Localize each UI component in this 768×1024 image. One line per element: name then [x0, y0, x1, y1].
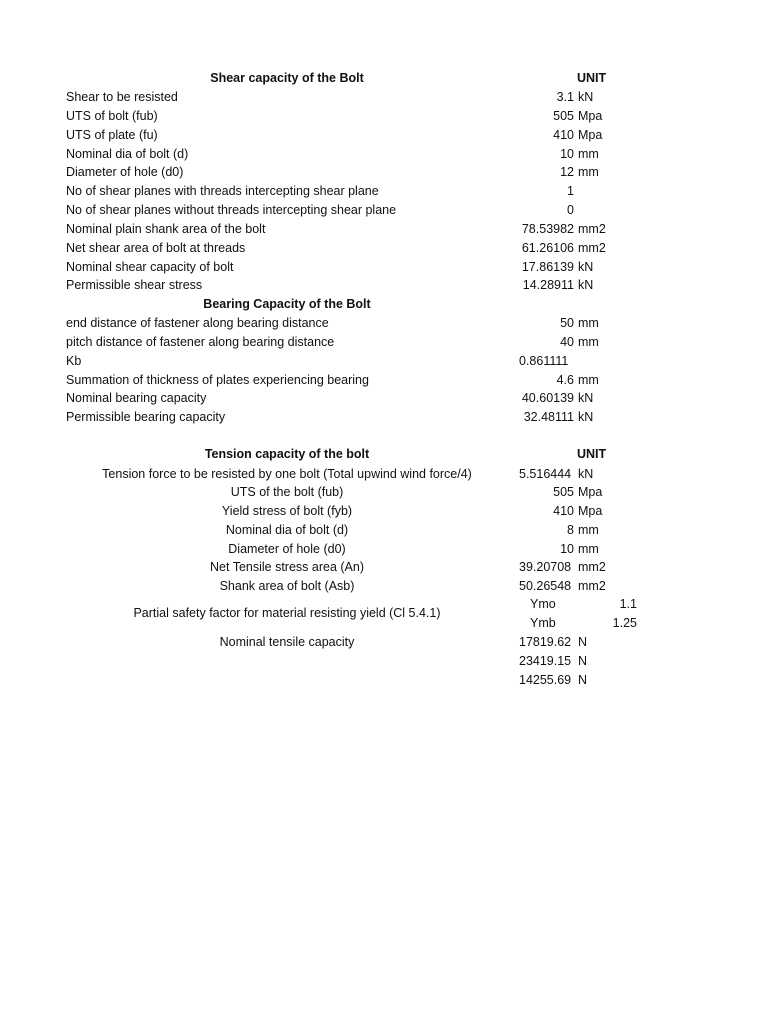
table-row — [0, 352, 768, 371]
row-unit: Mpa — [578, 109, 603, 123]
table-row — [0, 558, 768, 577]
row-label: UTS of bolt (fub) — [66, 109, 158, 123]
table-row — [0, 163, 768, 182]
table-row — [0, 502, 768, 521]
row-value: 5.516444 — [519, 467, 572, 481]
table-row — [0, 239, 768, 258]
row-unit: kN — [578, 410, 594, 424]
row-value: 40.60139 — [521, 391, 574, 405]
row-label: Nominal plain shank area of the bolt — [66, 222, 266, 236]
bearing-header-row — [0, 295, 768, 314]
row-value: 410 — [553, 128, 574, 142]
row-value: 8 — [567, 523, 574, 537]
row-label: Nominal bearing capacity — [66, 391, 207, 405]
unit-column-header: UNIT — [577, 71, 607, 85]
row-value: 50.26548 — [519, 579, 572, 593]
row-value: 12 — [560, 165, 574, 179]
tension-section-title: Tension capacity of the bolt — [204, 447, 370, 461]
table-row — [0, 88, 768, 107]
row-label: Summation of thickness of plates experiencing bearing — [66, 373, 369, 387]
row-unit: mm — [578, 147, 599, 161]
table-row — [0, 258, 768, 277]
table-row — [0, 671, 768, 690]
row-unit: mm2 — [578, 222, 606, 236]
row-value: 505 — [553, 109, 574, 123]
shear-header-row — [0, 69, 768, 88]
row-label: Nominal dia of bolt (d) — [66, 147, 189, 161]
tension-header-row — [0, 445, 768, 464]
row-value: 4.6 — [556, 373, 574, 387]
row-label: Yield stress of bolt (fyb) — [221, 504, 353, 518]
row-value: 0.861111 — [519, 354, 569, 368]
row-value: 14255.69 — [519, 673, 572, 687]
row-value: 410 — [553, 504, 574, 518]
table-row — [0, 577, 768, 596]
table-row — [0, 465, 768, 484]
row-value: 61.26106 — [521, 241, 574, 255]
table-row — [0, 408, 768, 427]
row-value: 14.28911 — [522, 278, 574, 292]
row-label: Nominal dia of bolt (d) — [225, 523, 349, 537]
row-unit: mm2 — [578, 560, 606, 574]
row-unit: mm2 — [578, 579, 606, 593]
row-label: Net shear area of bolt at threads — [66, 241, 246, 255]
table-row — [0, 126, 768, 145]
row-label: Diameter of hole (d0) — [228, 542, 346, 556]
row-unit: mm — [578, 523, 599, 537]
row-unit: N — [578, 673, 588, 687]
table-row — [0, 483, 768, 502]
row-unit: kN — [578, 278, 594, 292]
gamma-mb-label: Ymb — [530, 616, 556, 630]
row-label: Permissible shear stress — [66, 278, 203, 292]
row-value: 10 — [560, 542, 574, 556]
row-label: Nominal shear capacity of bolt — [66, 260, 234, 274]
row-value: 23419.15 — [519, 654, 572, 668]
row-value: 50 — [560, 316, 574, 330]
row-unit: mm — [578, 165, 599, 179]
row-unit: mm — [578, 335, 599, 349]
row-unit: kN — [578, 260, 594, 274]
row-unit: N — [578, 635, 588, 649]
row-value: 39.20708 — [519, 560, 572, 574]
row-value: 505 — [553, 485, 574, 499]
row-unit: Mpa — [578, 128, 603, 142]
row-value: 40 — [560, 335, 574, 349]
row-label: No of shear planes with threads intercepting shear plane — [66, 184, 379, 198]
unit-column-header: UNIT — [577, 447, 607, 461]
gamma-mo-label: Ymo — [530, 597, 556, 611]
safety-factor-label: Partial safety factor for material resisting yield (Cl 5.4.1) — [133, 606, 441, 620]
table-row — [0, 276, 768, 295]
table-row — [0, 652, 768, 671]
row-label: Kb — [66, 354, 82, 368]
row-value: 17.86139 — [521, 260, 574, 274]
row-label: Tension force to be resisted by one bolt (Total upwind wind force/4) — [102, 467, 472, 481]
table-row — [0, 540, 768, 559]
row-label: UTS of plate (fu) — [66, 128, 158, 142]
row-label: Net Tensile stress area (An) — [210, 560, 364, 574]
row-label: end distance of fastener along bearing distance — [66, 316, 329, 330]
row-label: Shear to be resisted — [66, 90, 178, 104]
table-row — [0, 145, 768, 164]
row-unit: mm — [578, 373, 599, 387]
row-value: 3.1 — [556, 90, 574, 104]
row-unit: N — [578, 654, 588, 668]
row-label: No of shear planes without threads intercepting shear plane — [66, 203, 397, 217]
row-unit: kN — [578, 90, 594, 104]
row-value: 32.48111 — [523, 410, 574, 424]
table-row — [0, 521, 768, 540]
nominal-tensile-label: Nominal tensile capacity — [219, 635, 355, 649]
table-row — [0, 107, 768, 126]
row-unit: mm — [578, 316, 599, 330]
row-unit: mm2 — [578, 241, 606, 255]
row-value: 78.53982 — [521, 222, 574, 236]
row-value: 1 — [567, 184, 574, 198]
table-row — [0, 201, 768, 220]
table-row — [0, 633, 768, 652]
row-value: 17819.62 — [519, 635, 572, 649]
row-label: Shank area of bolt (Asb) — [219, 579, 355, 593]
gamma-mo-value: 1.1 — [619, 597, 637, 611]
table-row — [0, 182, 768, 201]
table-row — [0, 220, 768, 239]
row-unit: mm — [578, 542, 599, 556]
table-row — [0, 314, 768, 333]
row-value: 0 — [567, 203, 574, 217]
table-row — [0, 389, 768, 408]
row-label: pitch distance of fastener along bearing distance — [66, 335, 335, 349]
row-unit: kN — [578, 391, 594, 405]
shear-section-title: Shear capacity of the Bolt — [210, 71, 364, 85]
row-unit: Mpa — [578, 485, 603, 499]
table-row — [0, 371, 768, 390]
table-row — [0, 333, 768, 352]
row-label: Permissible bearing capacity — [66, 410, 226, 424]
row-unit: Mpa — [578, 504, 603, 518]
row-unit: kN — [578, 467, 594, 481]
bearing-section-title: Bearing Capacity of the Bolt — [203, 297, 371, 311]
row-label: UTS of the bolt (fub) — [230, 485, 344, 499]
row-value: 10 — [560, 147, 574, 161]
gamma-mb-row — [0, 614, 768, 633]
gamma-mb-value: 1.25 — [612, 616, 637, 630]
row-label: Diameter of hole (d0) — [66, 165, 184, 179]
